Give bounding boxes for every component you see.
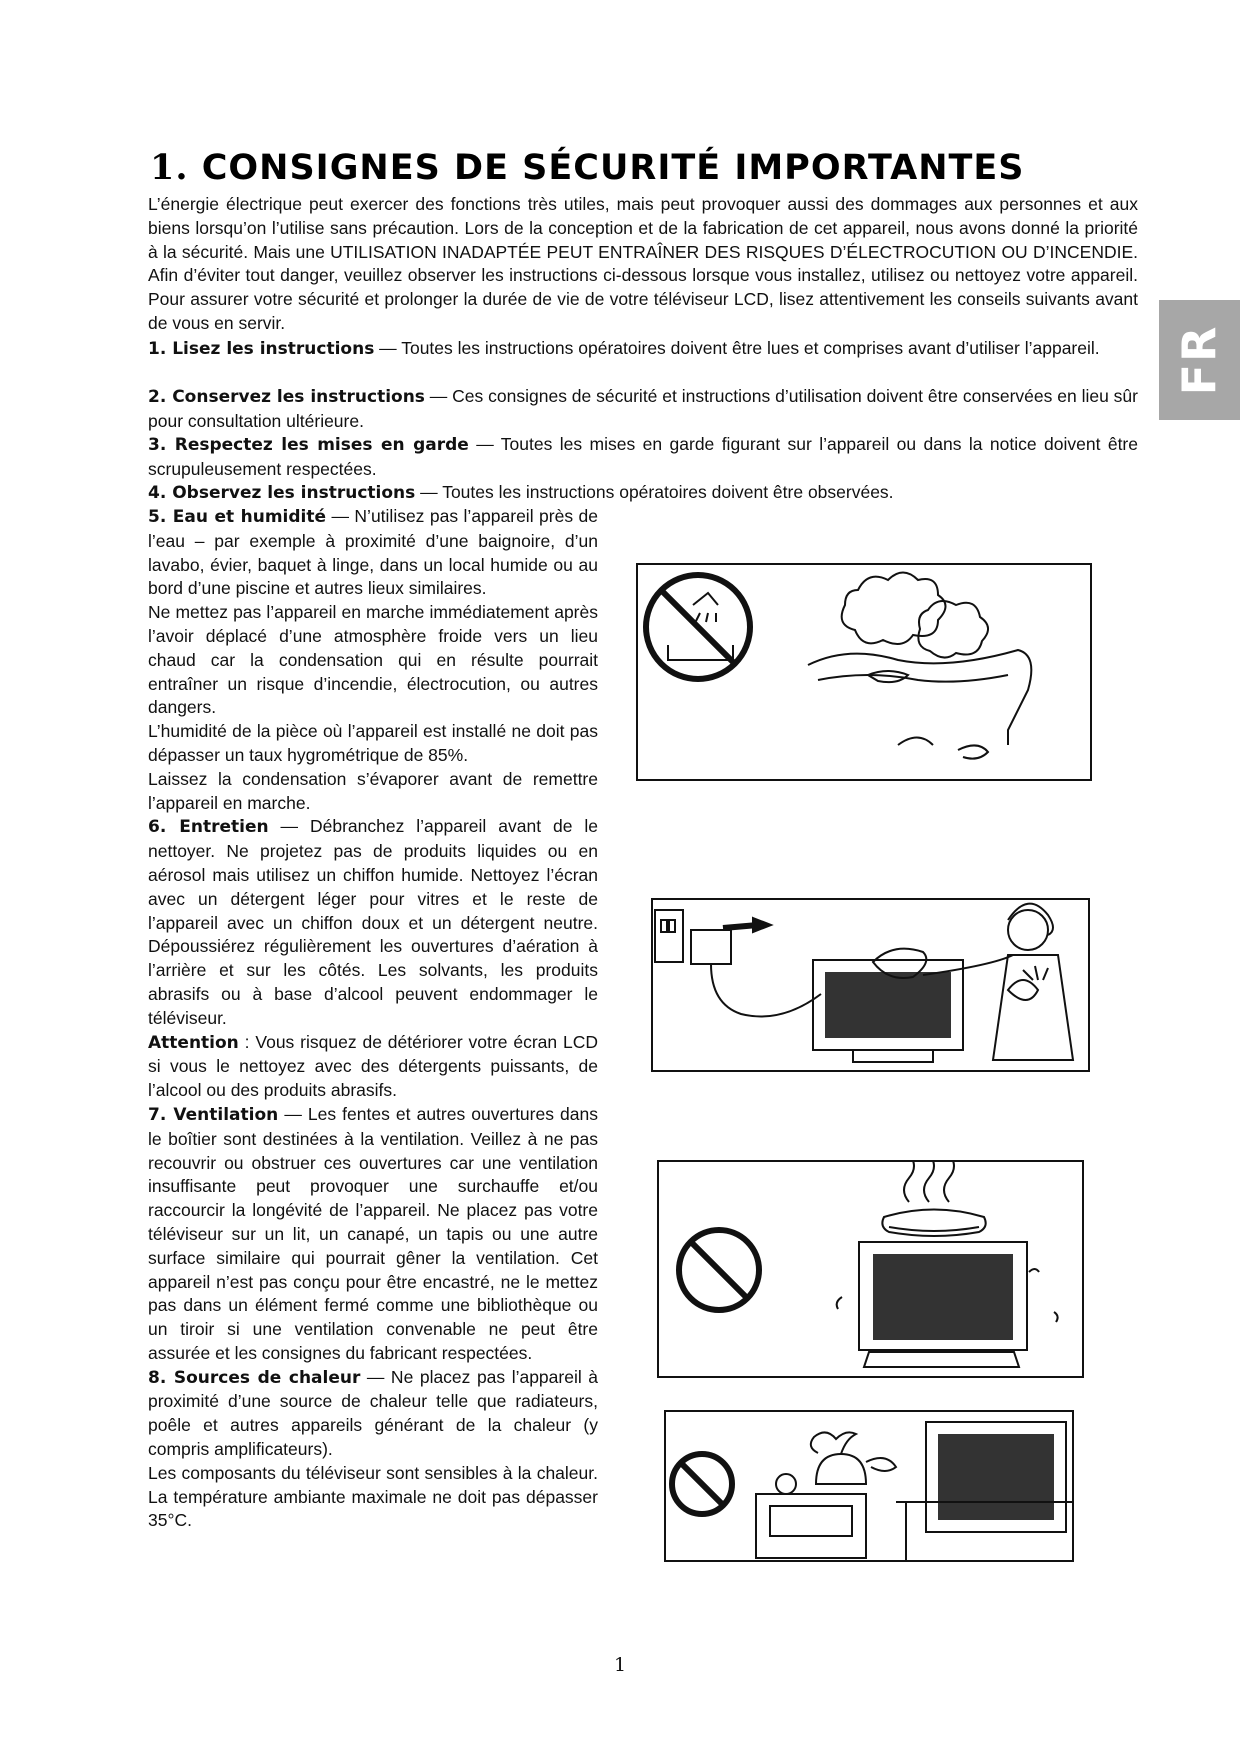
intro-paragraph: L’énergie électrique peut exercer des fonctions très utiles, mais peut provoquer aussi des dommages aux personnes et aux biens lorsqu’on l’utilise sans précaution. Lors de la conception et de la fabrication de cet appareil, nous avons donné la priorité à la sécurité. Mais une UTILISATION INADAPTÉE PEUT ENTRAÎNER DES RISQUES D’ÉLECTROCUTION OU D’INCENDIE. Afin d’éviter tout danger, veuillez observer les instructions ci-dessous lorsque vous installez, utilisez ou nettoyez votre appareil. Pour assurer votre sécurité et prolonger la durée de vie de votre téléviseur LCD, lisez attentivement les conseils suivants avant de vous en servir.	[148, 194, 1138, 333]
item-1	[148, 337, 1138, 362]
heat-waves	[904, 1162, 914, 1202]
item-6-text: — Débranchez l’appareil avant de le nettoyer. Ne projetez pas de produits liquides ou en aérosol mais utilisez un chiffon humide. Nettoyez l’écran avec un détergent léger pour vitres et le reste de l’appareil avec un chiffon doux et un détergent neutre. Dépoussiérez régulièrement les ouvertures d’aération à l’arrière et sur les côtés. Les solvants, les produits abrasifs ou à base d’alcool peuvent endommager le téléviseur.	[148, 816, 598, 1028]
item-5	[148, 505, 598, 601]
wall-outlet	[655, 910, 683, 962]
attention-text: : Vous risquez de détériorer votre écran LCD si vous le nettoyez avec des détergents puissants, de l’alcool ou des produits abrasifs.	[148, 1031, 598, 1101]
burner	[776, 1474, 796, 1494]
person-arm	[923, 955, 1013, 975]
item-4-heading: 4. Observez les instructions	[148, 483, 416, 503]
item-6	[148, 815, 598, 1030]
item-5-evaporation: Laissez la condensation s’évaporer avant de remettre l’appareil en marche.	[148, 768, 598, 813]
item-3-heading: 3. Respectez les mises en garde	[148, 435, 469, 455]
language-tab	[1159, 300, 1240, 420]
item-3	[148, 433, 1138, 482]
item-7-heading: 7. Ventilation	[148, 1104, 279, 1125]
power-cord	[711, 964, 821, 1017]
kettle	[816, 1454, 866, 1484]
item-5-condensation: Ne mettez pas l’appareil en marche immédiatement après l’avoir déplacé d’une atmosphère froide vers un lieu chaud car la condensation qui en résulte pourrait entraîner un risque d’incendie, électrocution, ou autres dangers.	[148, 602, 598, 718]
cleaning-illustration	[651, 898, 1090, 1072]
section-title: CONSIGNES DE SÉCURITÉ IMPORTANTES	[201, 148, 1025, 188]
towel	[882, 1210, 985, 1237]
page-number: 1	[613, 1654, 627, 1676]
item-8	[148, 1366, 598, 1462]
item-8-temperature: Les composants du téléviseur sont sensibles à la chaleur. La température ambiante maximale ne doit pas dépasser 35°C.	[148, 1462, 598, 1531]
item-5-text: — N’utilisez pas l’appareil près de l’eau – par exemple à proximité d’une baignoire, d’un lavabo, évier, baquet à linge, dans un local humide ou au bord d’une piscine et autres lieux similaires.	[148, 506, 598, 599]
left-column	[148, 505, 598, 1533]
item-2-heading: 2. Conservez les instructions	[148, 387, 425, 407]
water-warning-illustration	[636, 563, 1092, 781]
item-2	[148, 385, 1138, 434]
person-head	[1008, 910, 1048, 950]
plug	[691, 930, 731, 964]
item-5-humidity: L’humidité de la pièce où l’appareil est installé ne doit pas dépasser un taux hygrométrique de 85%.	[148, 721, 598, 765]
item-6-heading: 6. Entretien	[148, 817, 269, 838]
heat-source-illustration	[664, 1410, 1074, 1562]
item-7-text: — Les fentes et autres ouvertures dans le boîtier sont destinées à la ventilation. Veillez à ne pas recouvrir ou obstruer ces ouvertures car une ventilation insuffisante peut provoquer une surchauffe et/ou raccourcir la longévité de l’appareil. Ne placez pas votre téléviseur sur un lit, un canapé, un tapis ou une autre surface similaire qui pourrait gêner la ventilation. Cet appareil n’est pas conçu pour être encastré, ne le mettez pas dans un élément fermé comme une bibliothèque ou un tiroir si une ventilation convenable ne peut être assurée et les consignes du fabricant respectées.	[148, 1103, 598, 1363]
section-number: 1.	[150, 147, 189, 188]
item-1-heading: 1. Lisez les instructions	[148, 339, 375, 359]
item-7	[148, 1103, 598, 1366]
item-8-text: — Ne placez pas l’appareil à proximité d’une source de chaleur telle que radiateurs, poêle et autres appareils générant de la chaleur (y compris amplificateurs).	[148, 1366, 598, 1460]
steam	[811, 1432, 856, 1454]
attention-heading: Attention	[148, 1032, 239, 1053]
item-3-text: — Toutes les mises en garde figurant sur l’appareil ou dans la notice doivent être scrupuleusement respectées.	[148, 434, 1138, 479]
person-body	[993, 955, 1073, 1060]
item-5-heading: 5. Eau et humidité	[148, 507, 327, 527]
stove	[756, 1494, 866, 1558]
item-4	[148, 481, 1138, 506]
item-8-heading: 8. Sources de chaleur	[148, 1367, 361, 1388]
counter-surface	[808, 650, 1031, 745]
item-1-text: — Toutes les instructions opératoires doivent être lues et comprises avant d’utiliser l’appareil.	[374, 338, 1100, 358]
item-2-text: — Ces consignes de sécurité et instructions d’utilisation doivent être conservées en lieu sûr pour consultation ultérieure.	[148, 386, 1138, 431]
language-tab-label: FR	[1172, 324, 1227, 396]
ventilation-illustration	[657, 1160, 1084, 1378]
attention-note	[148, 1031, 598, 1103]
item-4-text: — Toutes les instructions opératoires doivent être observées.	[415, 482, 894, 502]
page-title	[150, 146, 1025, 190]
